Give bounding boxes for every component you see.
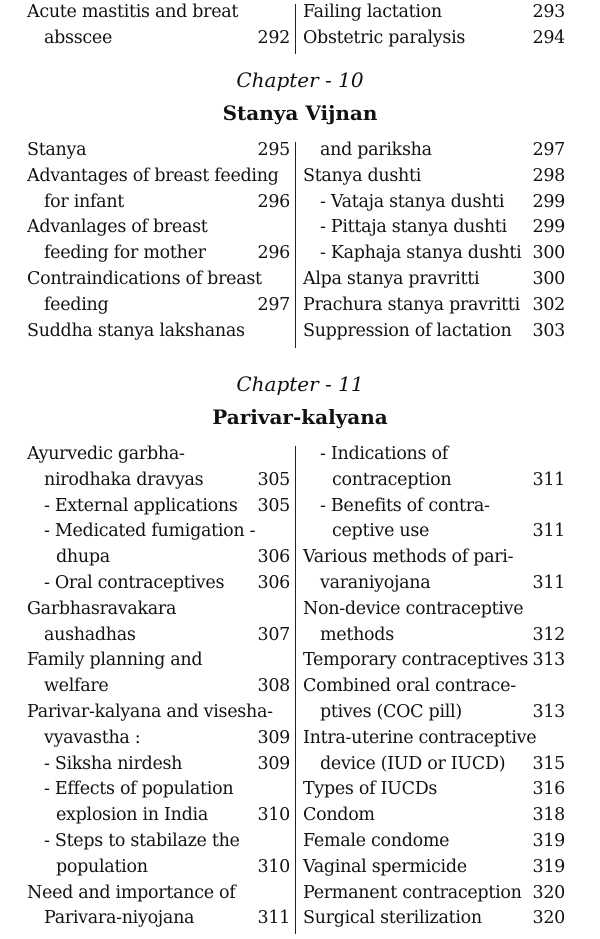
toc-entry-title: - Indications of [320, 444, 448, 464]
toc-entry [303, 805, 565, 831]
toc-entry [27, 28, 290, 54]
toc-entry [27, 908, 290, 934]
toc-entry-title: Stanya dushti [303, 165, 422, 186]
toc-entry-page-number: 296 [257, 191, 290, 212]
toc-entry-title: Prachura stanya pravritti [303, 294, 520, 315]
toc-entry [303, 625, 565, 651]
toc-entry-title: Acute mastitis and breat [27, 2, 239, 22]
toc-entry-page-number: 299 [532, 191, 565, 212]
toc-entry-page-number: 302 [532, 294, 565, 315]
toc-entry [303, 192, 565, 218]
toc-entry-title: - Kaphaja stanya dushti [320, 243, 522, 264]
toc-entry-page-number: 309 [257, 727, 290, 748]
toc-entry-title: ptives (COC pill) [320, 701, 462, 722]
toc-entry-title: for infant [44, 191, 125, 212]
toc-entry-title: population [56, 856, 148, 877]
toc-entry-title: Advanlages of breast [27, 217, 208, 238]
toc-entry-title: feeding [44, 294, 109, 315]
chapter-label: Chapter - 10 [236, 68, 364, 92]
toc-entry [27, 754, 290, 780]
toc-entry [303, 243, 565, 269]
toc-entry-page-number: 310 [257, 856, 290, 877]
toc-entry [303, 754, 565, 780]
toc-entry-page-number: 306 [257, 572, 290, 593]
toc-entry [303, 2, 565, 28]
toc-entry [27, 269, 290, 295]
toc-entry-page-number: 311 [532, 521, 565, 542]
chapter-title: Stanya Vijnan [222, 101, 378, 125]
toc-entry-title: dhupa [56, 547, 110, 568]
toc-entry [27, 728, 290, 754]
toc-entry [303, 831, 565, 857]
toc-entry-title: contraception [332, 469, 452, 490]
toc-entry [27, 625, 290, 651]
toc-entry-title: - Pittaja stanya dushti [320, 217, 507, 238]
toc-entry-title: Suddha stanya lakshanas [27, 320, 245, 341]
toc-entry-title: methods [320, 624, 394, 645]
toc-entry-title: Parivara-niyojana [44, 908, 195, 929]
toc-entry-title: ceptive use [332, 521, 430, 542]
toc-entry-title: absscee [44, 27, 113, 48]
toc-entry [27, 599, 290, 625]
toc-entry [27, 192, 290, 218]
toc-entry-page-number: 294 [532, 27, 565, 48]
toc-entry [303, 521, 565, 547]
toc-entry [303, 140, 565, 166]
column-divider [295, 446, 296, 934]
toc-entry [27, 2, 290, 28]
toc-entry [303, 28, 565, 54]
toc-entry [27, 444, 290, 470]
toc-entry-title: Suppression of lactation [303, 320, 512, 341]
toc-entry-title: Combined oral contrace- [303, 676, 516, 697]
toc-entry [303, 883, 565, 909]
toc-entry-page-number: 308 [257, 676, 290, 697]
toc-entry-page-number: 320 [532, 882, 565, 903]
toc-entry [303, 547, 565, 573]
toc-entry [303, 217, 565, 243]
toc-entry-page-number: 293 [532, 2, 565, 22]
toc-entry-title: Parivar-kalyana and visesha- [27, 701, 273, 722]
toc-entry [27, 140, 290, 166]
toc-entry-page-number: 300 [532, 243, 565, 264]
toc-entry [303, 779, 565, 805]
toc-entry-title: varaniyojana [320, 572, 431, 593]
toc-entry-page-number: 313 [532, 650, 565, 671]
toc-entry [27, 321, 290, 347]
toc-entry-title: - Medicated fumigation - [44, 521, 256, 542]
toc-entry [303, 599, 565, 625]
toc-entry-title: Female condome [303, 830, 450, 851]
toc-entry-title: - Steps to stabilaze the [44, 830, 240, 851]
toc-right-column [303, 2, 565, 54]
toc-entry [27, 779, 290, 805]
toc-entry-title: nirodhaka dravyas [44, 469, 204, 490]
toc-right-column [303, 444, 565, 934]
toc-entry [27, 883, 290, 909]
toc-entry-title: welfare [44, 676, 109, 697]
toc-entry-title: Non-device contraceptive [303, 598, 524, 619]
toc-entry-page-number: 311 [532, 572, 565, 593]
toc-entry-page-number: 303 [532, 320, 565, 341]
toc-entry [27, 521, 290, 547]
toc-entry-title: Alpa stanya pravritti [303, 268, 480, 289]
toc-entry [303, 295, 565, 321]
toc-entry-title: Family planning and [27, 650, 203, 671]
toc-entry-title: Advantages of breast feeding [27, 165, 279, 186]
toc-entry-page-number: 320 [532, 908, 565, 929]
toc-entry-page-number: 299 [532, 217, 565, 238]
toc-entry-title: Surgical sterilization [303, 908, 482, 929]
toc-entry-page-number: 295 [257, 140, 290, 160]
toc-entry [303, 702, 565, 728]
toc-entry-page-number: 312 [532, 624, 565, 645]
toc-entry [303, 650, 565, 676]
toc-entry-title: - External applications [44, 495, 238, 516]
toc-entry [27, 702, 290, 728]
toc-entry-title: explosion in India [56, 805, 208, 826]
toc-entry [27, 166, 290, 192]
chapter-label: Chapter - 11 [236, 372, 364, 396]
toc-entry-page-number: 316 [532, 779, 565, 800]
toc-entry-title: device (IUD or IUCD) [320, 753, 506, 774]
toc-entry [303, 728, 565, 754]
toc-entry-page-number: 319 [532, 856, 565, 877]
chapter-title: Parivar-kalyana [212, 405, 388, 429]
toc-left-column [27, 2, 290, 54]
toc-entry-title: Contraindications of breast [27, 268, 262, 289]
toc-entry [27, 243, 290, 269]
toc-entry [303, 676, 565, 702]
toc-entry [27, 217, 290, 243]
toc-entry-title: Ayurvedic garbha- [27, 444, 185, 464]
toc-entry-title: Types of IUCDs [303, 779, 438, 800]
toc-entry-title: feeding for mother [44, 243, 206, 264]
toc-entry-page-number: 311 [532, 469, 565, 490]
toc-entry-page-number: 297 [257, 294, 290, 315]
toc-left-column [27, 444, 290, 934]
toc-entry-page-number: 305 [257, 495, 290, 516]
toc-entry-title: - Oral contraceptives [44, 572, 225, 593]
toc-entry-page-number: 315 [532, 753, 565, 774]
toc-entry-page-number: 300 [532, 268, 565, 289]
toc-entry-page-number: 313 [532, 701, 565, 722]
toc-entry [303, 269, 565, 295]
toc-entry-title: Temporary contraceptives [303, 650, 529, 671]
toc-entry-title: - Siksha nirdesh [44, 753, 183, 774]
toc-entry-title: and pariksha [320, 140, 432, 160]
toc-entry [27, 831, 290, 857]
toc-entry [27, 470, 290, 496]
toc-entry-title: Failing lactation [303, 2, 442, 22]
toc-entry [303, 444, 565, 470]
toc-entry-page-number: 297 [532, 140, 565, 160]
toc-entry-page-number: 296 [257, 243, 290, 264]
toc-entry-title: Obstetric paralysis [303, 27, 466, 48]
toc-entry [303, 470, 565, 496]
toc-right-column [303, 140, 565, 346]
toc-entry [303, 573, 565, 599]
toc-entry-title: - Benefits of contra- [320, 495, 490, 516]
toc-left-column [27, 140, 290, 346]
toc-entry [303, 496, 565, 522]
toc-entry [303, 321, 565, 347]
toc-entry [27, 805, 290, 831]
toc-entry [303, 166, 565, 192]
toc-entry [27, 573, 290, 599]
toc-entry-page-number: 298 [532, 165, 565, 186]
toc-entry-title: Need and importance of [27, 882, 236, 903]
toc-entry-title: Intra-uterine contraceptive [303, 727, 537, 748]
toc-entry-title: vyavastha : [44, 727, 141, 748]
toc-entry [27, 676, 290, 702]
toc-entry-title: Permanent contraception [303, 882, 522, 903]
toc-entry-title: aushadhas [44, 624, 136, 645]
toc-entry-page-number: 307 [257, 624, 290, 645]
toc-entry-title: Various methods of pari- [303, 547, 514, 568]
toc-entry-page-number: 310 [257, 805, 290, 826]
toc-entry-title: Condom [303, 805, 375, 826]
toc-entry [27, 650, 290, 676]
toc-entry-title: Garbhasravakara [27, 598, 177, 619]
toc-entry-title: - Effects of population [44, 779, 234, 800]
toc-entry [27, 496, 290, 522]
toc-entry-page-number: 311 [257, 908, 290, 929]
toc-entry-title: - Vataja stanya dushti [320, 191, 505, 212]
toc-entry-title: Vaginal spermicide [303, 856, 467, 877]
toc-entry [303, 857, 565, 883]
toc-entry-page-number: 292 [257, 27, 290, 48]
column-divider [295, 4, 296, 54]
toc-entry [27, 857, 290, 883]
toc-entry-page-number: 309 [257, 753, 290, 774]
toc-entry [27, 547, 290, 573]
toc-entry-page-number: 319 [532, 830, 565, 851]
toc-entry-title: Stanya [27, 140, 87, 160]
toc-entry [27, 295, 290, 321]
column-divider [295, 142, 296, 348]
toc-entry [303, 908, 565, 934]
toc-entry-page-number: 318 [532, 805, 565, 826]
toc-entry-page-number: 305 [257, 469, 290, 490]
toc-entry-page-number: 306 [257, 547, 290, 568]
